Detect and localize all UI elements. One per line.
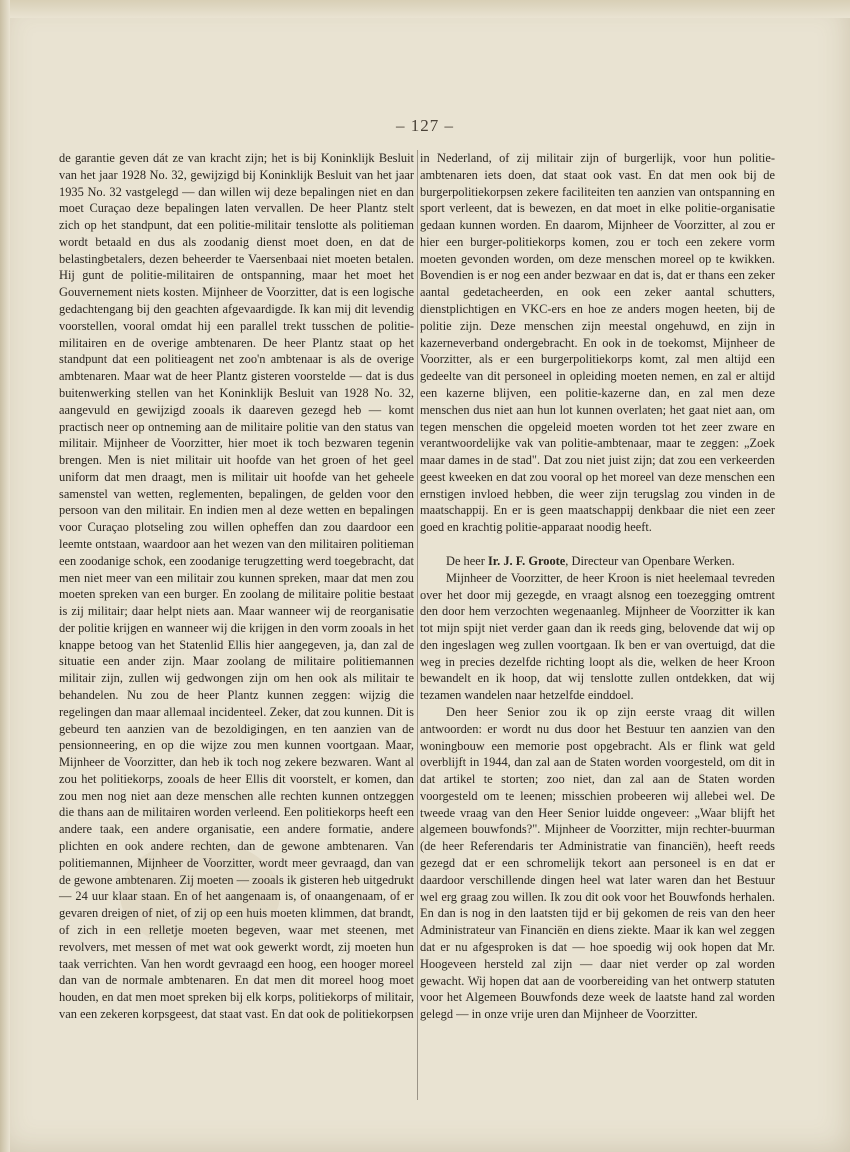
speech-paragraph: Den heer Senior zou ik op zijn eerste vraag dit willen antwoorden: er wordt nu dus door het Bestuur ten aanzien van den woningbouw een memorie post opgebracht. Als er flink wat geld overblijft in 1944, dan zal aan de Staten worden voorgesteld, om dit in dat artikel te storten; zoo niet, dan zal aan de Staten worden voorgesteld om te leenen; misschien probeeren wij allebei wel. De tweede vraag van den Heer Senior luidde ongeveer: „Waar blijft het algemeen bouwfonds?". Mijnheer de Voorzitter, mijn rechter-buurman (de heer Referendaris ter Administratie van financiën), heeft reeds gezegd dat er een schromelijk tekort aan personeel is en dat er daardoor verschillende dingen heel wat later waren dan het Bestuur wel erg graag zou willen. Ik zou dit ook voor het Bouwfonds herhalen. En dan is nog in den laatsten tijd er bij gekomen de reis van den heer Administrateur van Financiën en diens ziekte. Maar ik kan wel zeggen dat er nu afgesproken is dat — hoe spoedig wij ook hopen dat Mr. Hoogeveen hersteld zal zijn — daar niet verder op zal worden gewacht. Wij hopen dat aan de voorbereiding van het ontwerp statuten voor het Algemeen Bouwfonds deze week de laatste hand zal worden gelegd — in onze vrije uren dan Mijnheer de Voorzitter. bbox=[420, 705, 775, 1022]
right-column bbox=[420, 150, 775, 1023]
page-top-edge bbox=[0, 0, 850, 18]
left-column bbox=[59, 150, 414, 1023]
page-left-edge bbox=[0, 0, 10, 1152]
speech-paragraph: Mijnheer de Voorzitter, de heer Kroon is niet heelemaal tevreden over het door mij gezegde, en vraagt alsnog een toezegging omtrent den door hem verzochten wegenaanleg. Mijnheer de Voorzitter ik kan tot mijn spijt niet verder gaan dan ik reeds ging, belovende dat wij op den ingeslagen weg zullen voortgaan. Ik ben er van overtuigd, dat die weg in precies dezelfde richting loopt als die, welken de heer Kroon bewandelt en ik hoop, dat wij tenslotte zullen ontdekken, dat wij tezamen wandelen naar hetzelfde einddoel. bbox=[420, 570, 775, 703]
speaker-role: , Directeur van Openbare Werken. bbox=[565, 553, 735, 568]
right-paragraph: in Nederland, of zij militair zijn of burgerlijk, voor hun politie-ambtenaren iets doen, dat staat ook vast. En dat men ook bij de burgerpolitiekorpsen zekere faciliteiten ten aanzien van ontspanning en sport verleent, dat is bewezen, en dat moet in elke politie-organisatie gedaan kunnen worden. En daarom, Mijnheer de Voorzitter, al zou er hier een burger-politiekorps komen, zou er toch een zekere vorm moeten gevonden worden, om deze menschen moreel op te kwikken. Bovendien is er nog een ander bezwaar en dat is, dat er thans een zeker aantal gedetacheerden, en ook een zeker aantal schutters, dienstplichtigen en VKC-ers en hoe ze anders mogen heeten, bij de politie zijn. Deze menschen zijn meestal ongehuwd, en zijn in kazerneverband ondergebracht. En ook in de toekomst, Mijnheer de Voorzitter, als er een burgerpolitiekorps komt, zal men altijd een gedeelte van dit personeel in opleiding moeten nemen, en zal er altijd een kazerne blijven, een politie-kazerne dan, en zal men deze menschen dus niet aan hun lot kunnen overlaten; het gaat niet aan, om tegen menschen die opgeleid moeten worden tot het zeer zware en verantwoordelijke vak van politie-ambtenaar, maar te zeggen: „Zoek maar dames in de stad". Dat zou niet juist zijn; dat zou een verkeerden geest kweeken en dat zou vooral op het moreel van deze menschen een ernstigen invloed hebben, die weer zijn terugslag zou vinden in de maatschappij. En er is geen maatschappij denkbaar die niet een zeer goed en krachtig politie-apparaat noodig heeft. bbox=[420, 151, 775, 535]
left-paragraph: de garantie geven dát ze van kracht zijn; het is bij Koninklijk Besluit van het jaar 1928 No. 32, gewijzigd bij Koninklijk Besluit van het jaar 1935 No. 32 vastgelegd — dan willen wij deze bepalingen niet en dan moet Curaçao deze bepalingen laten vervallen. De heer Plantz stelt zich op het standpunt, dat een politie-militair tenslotte als politieman wordt betaald en dus als zoodanig dienst moet doen, en dat de belastingbetalers, dezen beheerder te Vaersenbaai niet moeten betalen. Hij gunt de politie-militairen de ontspanning, maar het moet het Gouvernement niets kosten. Mijnheer de Voorzitter, dat is een logische gedachtengang bij den geachten afgevaardigde. Ik kan mij dit levendig voorstellen, vooral omdat hij een parallel trekt tusschen de politie-militairen en de overige ambtenaren. De heer Plantz staat op het standpunt dat een politieagent net zoo'n ambtenaar is als de overige ambtenaren. Maar wat de heer Plantz gisteren voorstelde — dat is dus buitenwerking stellen van het Koninklijk Besluit van 1928 No. 32, aangevuld en gewijzigd zooals ik daareven gezegd heb — komt practisch neer op ontneming aan de militaire politie van den status van militair. Mijnheer de Voorzitter, hier moet ik toch bezwaren tegenin brengen. Men is niet militair uit hoofde van het groen of het geel uniform dat men draagt, men is militair uit hoofde van het geheele samenstel van wetten, reglementen, bepalingen, de gelden voor den persoon van den militair. En indien men al deze wetten en bepalingen voor Curaçao plotseling zou willen opheffen dan zou daardoor een leemte ontstaan, waardoor aan het wezen van den militairen politieman een zoodanige schok, een zoodanige terugzetting werd toegebracht, dat men niet meer van een militair zou kunnen spreken, maar dat men zou moeten spreken van een burger. En zoolang de militaire politie bestaat is zij militair; daar helpt niets aan. Maar wanneer wij de reorganisatie der politie krijgen en wanneer wij die krijgen in den vorm zooals in het knappe betoog van het Statenlid Ellis hier aangegeven, ja, dan zal de situatie een ander zijn. Maar zoolang de militaire politiemannen militair zijn, zullen wij gedwongen zijn om hen ook als militair te behandelen. Nu zou de heer Plantz kunnen zeggen: wijzig die regelingen dan maar allemaal incidenteel. Zeker, dat zou kunnen. Dit is gebeurd ten aanzien van de bezoldigingen, en ten aanzien van de pensionneering, en op die wijze zou men kunnen voortgaan. Maar, Mijnheer de Voorzitter, dan heb ik toch nog zekere bezwaren. Want al zou het politiekorps, zooals de heer Ellis dit voorstelt, er komen, dan zou men nog niet aan deze menschen alle rechten kunnen ontzeggen die thans aan de militairen worden verleend. Een politiekorps heeft een andere taak, een andere organisatie, een andere formatie, andere plichten en ook andere rechten, dan de gewone ambtenaren. Van politiemannen, Mijnheer de Voorzitter, wordt meer gevraagd, dan van de gewone ambtenaren. Zij moeten — zooals ik gisteren heb uitgedrukt — 24 uur klaar staan. En of het aangenaam is, of onaangenaam, of er gevaren dreigen of niet, of zij op een huis moeten klimmen, dat brandt, of zich in een relletje moeten begeven, waar met steenen, met revolvers, met messen of met wat ook gewerkt wordt, zij moeten hun taak verrichten. Van hen wordt gevraagd een hoog, een hooger moreel dan van de normale ambtenaren. En dat men dit moreel hoog moet houden, en dat men moet spreken bij elk korps, politiekorps of militair, van een zekeren korpsgeest, dat staat vast. En dat ook de politiekorpsen bbox=[59, 151, 414, 1021]
speaker-name: Ir. J. F. Groote bbox=[487, 553, 566, 568]
column-divider bbox=[417, 150, 418, 1100]
page-number: – 127 – bbox=[396, 116, 454, 135]
speaker-heading bbox=[420, 553, 775, 570]
speaker-prefix: De heer bbox=[446, 553, 488, 568]
